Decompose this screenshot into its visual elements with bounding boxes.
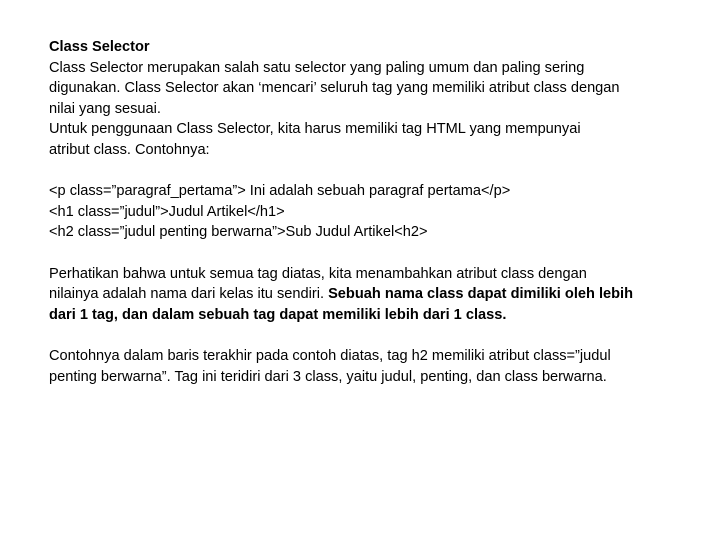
section-heading: Class Selector (49, 39, 150, 55)
document-page (49, 37, 699, 387)
note-emphasis: Sebuah nama class dapat dimiliki oleh lebih (328, 286, 634, 303)
code-line: <p class=”paragraf_pertama”> Ini adalah sebuah paragraf pertama</p> (49, 183, 511, 200)
note-line: Perhatikan bahwa untuk semua tag diatas, kita menambahkan atribut class dengan (49, 265, 587, 282)
code-line: <h2 class=”judul penting berwarna”>Sub Judul Artikel<h2> (49, 224, 428, 241)
intro-section (49, 37, 699, 161)
note-emphasis-line: dari 1 tag, dan dalam sebuah tag dapat memiliki lebih dari 1 class. (49, 306, 507, 323)
explanation-line: penting berwarna”. Tag ini teridiri dari 3 class, yaitu judul, penting, dan class berwarna. (49, 368, 607, 385)
intro-line: nilai yang sesuai. (49, 100, 161, 117)
explanation-section (49, 346, 699, 387)
explanation-line: Contohnya dalam baris terakhir pada contoh diatas, tag h2 memiliki atribut class=”judul (49, 347, 611, 364)
spacer (49, 243, 699, 264)
spacer (49, 325, 699, 346)
code-line: <h1 class=”judul”>Judul Artikel</h1> (49, 203, 285, 220)
spacer (49, 161, 699, 182)
intro-line: digunakan. Class Selector akan ‘mencari’ seluruh tag yang memiliki atribut class dengan (49, 80, 620, 97)
usage-line: atribut class. Contohnya: (49, 141, 210, 158)
note-text: nilainya adalah nama dari kelas itu sendiri. (49, 286, 329, 303)
note-section (49, 264, 699, 326)
note-line (49, 284, 699, 305)
code-example-section (49, 181, 699, 243)
usage-line: Untuk penggunaan Class Selector, kita harus memiliki tag HTML yang mempunyai (49, 121, 581, 138)
intro-line: Class Selector merupakan salah satu selector yang paling umum dan paling sering (49, 59, 585, 76)
